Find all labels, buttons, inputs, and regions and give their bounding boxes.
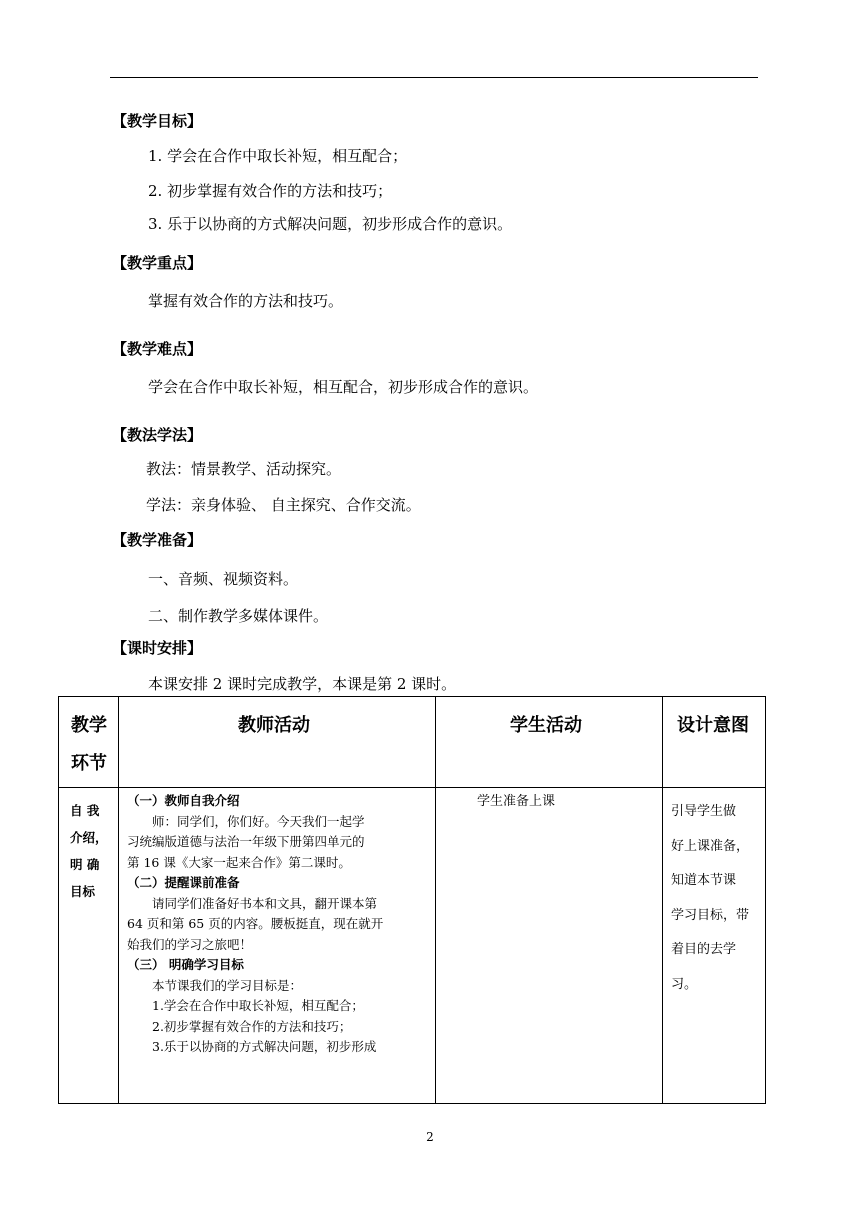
teacher-line: 64 页和第 65 页的内容。腰板挺直，现在就开 [127,916,384,931]
intent-line: 着目的去学 [671,942,737,957]
prep-heading: 【教学准备】 [112,531,203,549]
teacher-line: 请同学们准备好书本和文具，翻开课本第 [127,895,378,911]
teaching-method: 教法：情景教学、活动探究。 [146,460,342,478]
stage-line: 自 我 [70,803,100,818]
header-student-activity: 学生活动 [510,715,582,736]
methods-heading: 【教法学法】 [112,426,203,444]
stage-line: 介绍， [70,830,108,845]
difficulties-text: 学会在合作中取长补短，相互配合，初步形成合作的意识。 [148,378,539,396]
goals-heading: 【教学目标】 [112,112,203,130]
header-stage-line1: 教学 [71,715,107,736]
teacher-line: 习统编版道德与法治一年级下册第四单元的 [127,834,365,849]
header-stage-line2: 环节 [71,753,107,774]
intent-line: 学习目标，带 [671,907,750,923]
design-intent-cell [671,795,749,1002]
difficulties-heading: 【教学难点】 [112,340,203,358]
header-teacher-activity: 教师活动 [238,715,310,736]
schedule-heading: 【课时安排】 [112,639,203,657]
learning-method: 学法：亲身体验、 自主探究、合作交流。 [146,496,421,514]
prep-item-2: 二、制作教学多媒体课件。 [148,607,329,625]
stage-line: 明 确 [70,857,100,872]
lesson-table [58,696,766,1104]
goal-item-3: 3. 乐于以协商的方式解决问题，初步形成合作的意识。 [148,215,513,233]
table-divider [662,697,663,1103]
section-title-goals: （三） 明确学习目标 [127,957,244,972]
key-points-heading: 【教学重点】 [112,254,203,272]
teacher-line: 本节课我们的学习目标是： [127,977,303,993]
intent-line: 习。 [671,976,698,992]
intent-line: 好上课准备， [671,838,750,854]
key-points-text: 掌握有效合作的方法和技巧。 [148,292,344,310]
teacher-line: 第 16 课《大家一起来合作》第二课时。 [127,854,351,870]
teacher-line: 2.初步掌握有效合作的方法和技巧； [127,1018,352,1034]
goal-item-1: 1. 学会在合作中取长补短，相互配合； [148,147,408,165]
section-title-intro: （一）教师自我介绍 [127,793,240,808]
prep-item-1: 一、音频、视频资料。 [148,570,299,588]
teacher-line: 师：同学们，你们好。今天我们一起学 [127,813,365,829]
student-activity-text: 学生准备上课 [477,794,556,809]
table-divider [118,697,119,1103]
intent-line: 引导学生做 [671,804,737,819]
teacher-line: 始我们的学习之旅吧！ [127,936,253,952]
table-divider [435,697,436,1103]
table-divider [59,787,765,788]
stage-cell [70,797,108,905]
header-rule [110,77,758,78]
page-number: 2 [426,1130,434,1144]
teacher-activity-cell [127,791,427,1058]
schedule-text: 本课安排 2 课时完成教学，本课是第 2 课时。 [148,675,457,693]
teacher-line: 1.学会在合作中取长补短，相互配合； [127,998,364,1013]
section-title-prep: （二）提醒课前准备 [127,875,240,890]
intent-line: 知道本节课 [671,873,737,888]
header-design-intent: 设计意图 [677,715,749,736]
teacher-line: 3.乐于以协商的方式解决问题，初步形成 [127,1039,377,1054]
goal-item-2: 2. 初步掌握有效合作的方法和技巧； [148,182,393,200]
stage-line: 目标 [70,884,96,899]
